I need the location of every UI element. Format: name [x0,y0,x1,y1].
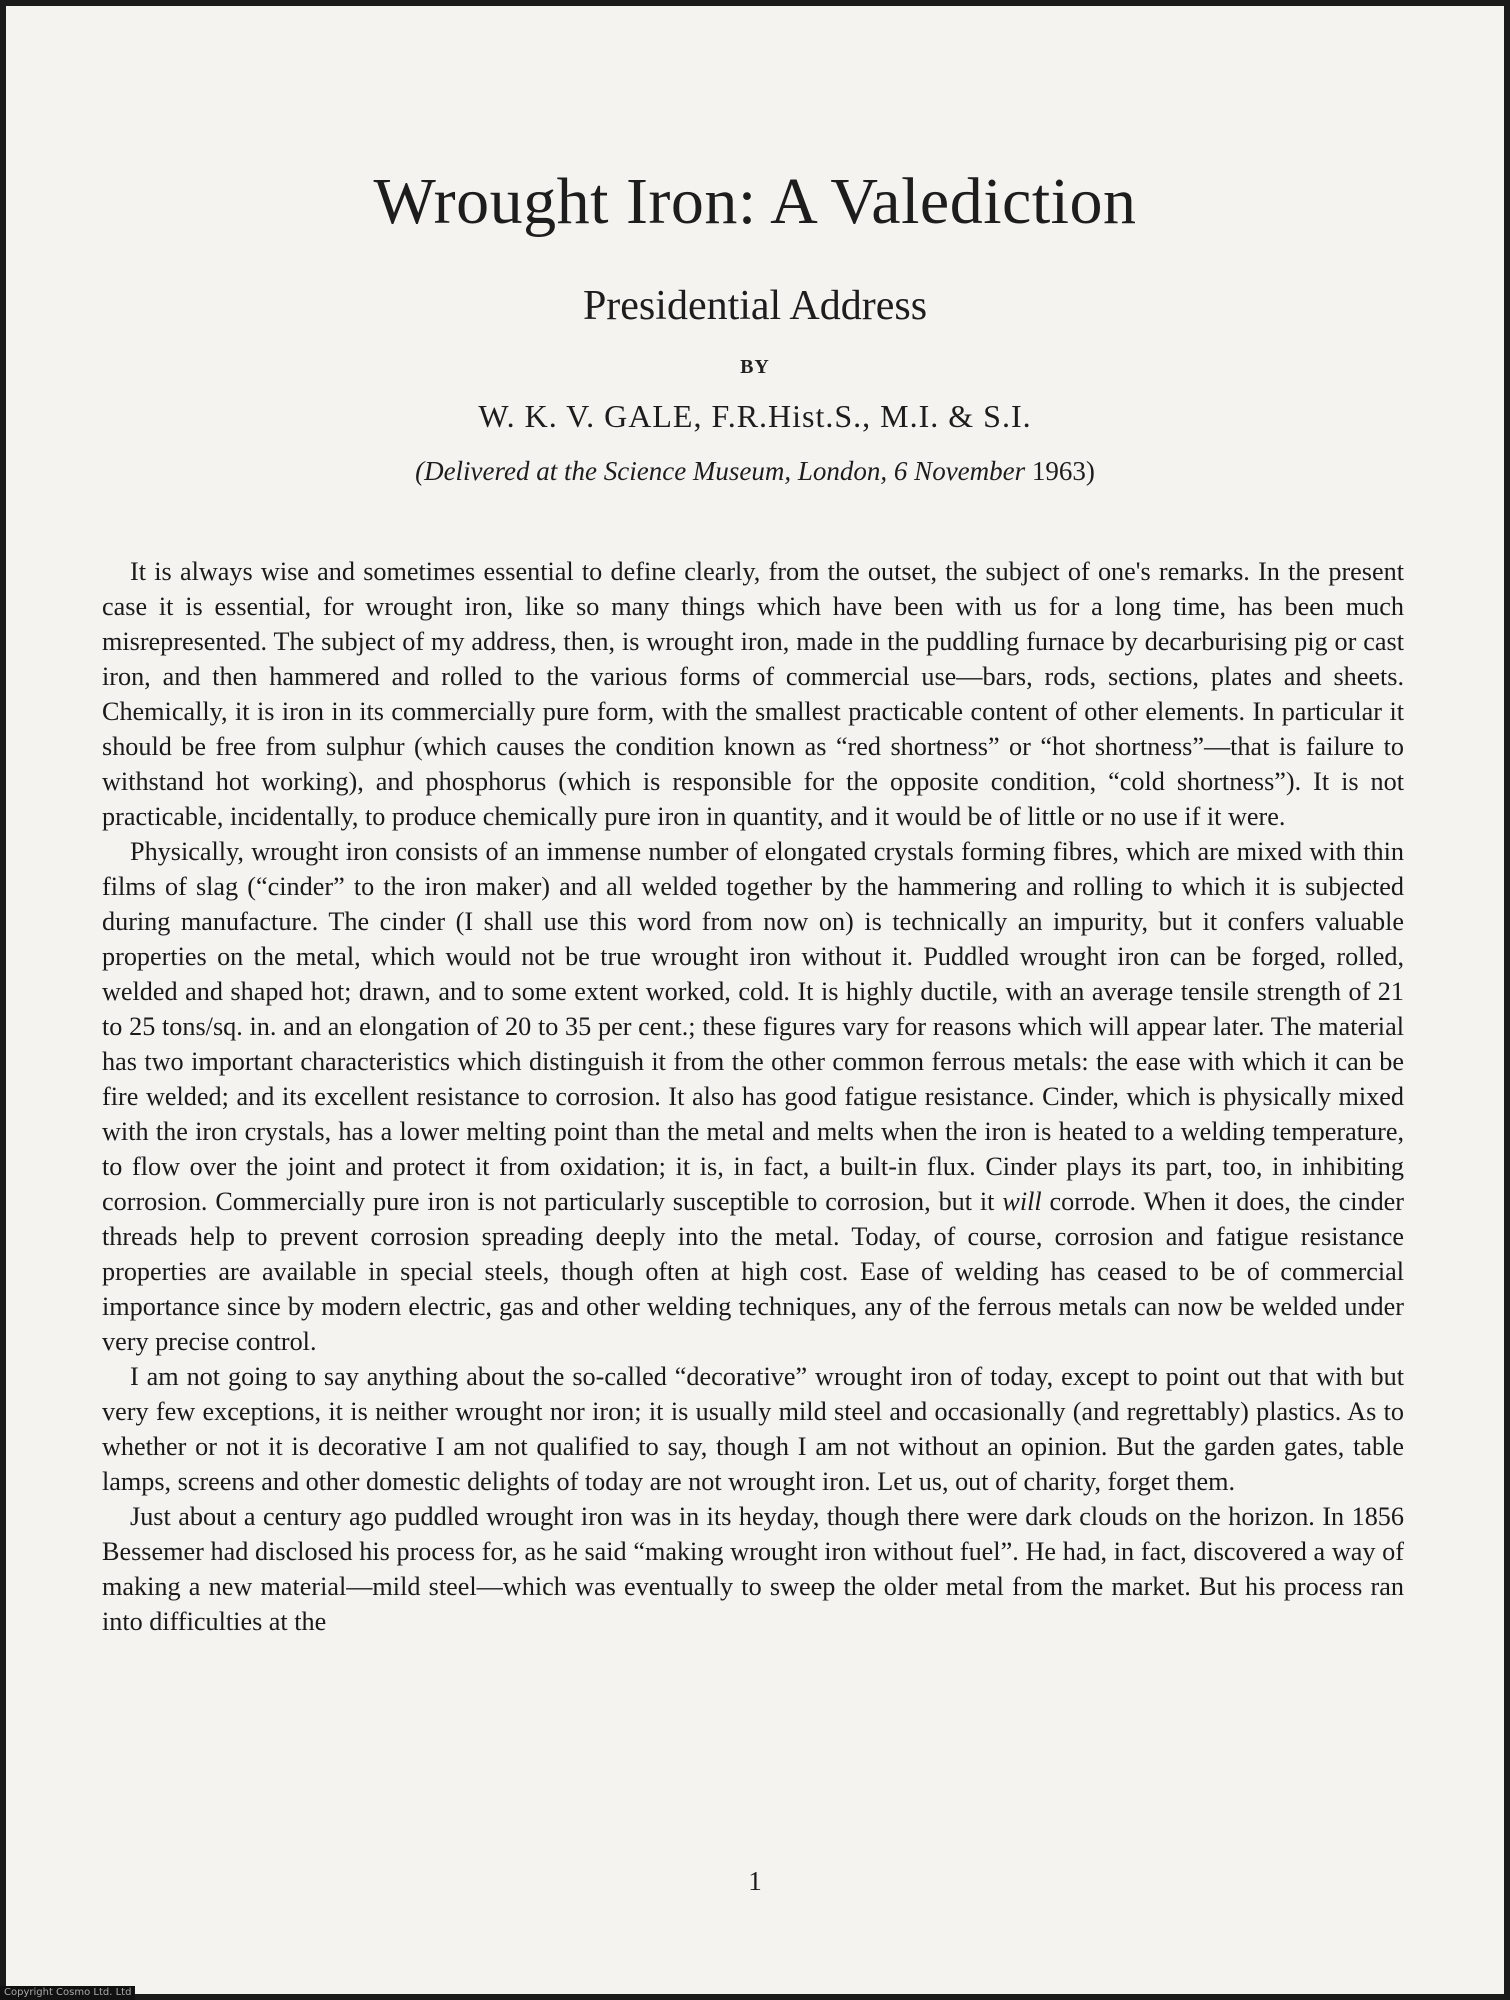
byline-label: BY [740,356,770,378]
journal-page [6,6,1504,1994]
paragraph-2 [102,834,1404,1359]
paragraph-2-emphasis: will [1002,1187,1042,1216]
paragraph-4: Just about a century ago puddled wrought iron was in its heyday, though there were dark clouds on the horizon. In 1856 Bessemer had disclosed his process for, as he said “making wrought iron without fuel”. He had, in fact, discovered a way of making a new material—mild steel—which was eventually to sweep the older metal from the market. But his process ran into difficulties at the [102,1502,1404,1636]
delivery-note-text: (Delivered at the Science Museum, London, 6 November [415,456,1026,486]
author-name: W. K. V. GALE, F.R.Hist.S., M.I. & S.I. [478,398,1032,434]
paragraph-3: I am not going to say anything about the so-called “decorative” wrought iron of today, except to point out that with but very few exceptions, it is neither wrought nor iron; it is usually mild steel and occasionally (and regrettably) plastics. As to whether or not it is decorative I am not qualified to say, though I am not without an opinion. But the garden gates, table lamps, screens and other domestic delights of today are not wrought iron. Let us, out of charity, forget them. [102,1362,1404,1496]
paragraph-2-part-b: corrode. When it does, the cinder threads help to prevent corrosion spreading deeply into the metal. Today, of course, corrosion and fatigue resistance properties are available in special steels, though often at high cost. Ease of welding has ceased to be of commercial importance since by modern electric, gas and other welding techniques, any of the ferrous metals can now be welded under very precise control. [102,1187,1405,1356]
delivery-note-year: 1963) [1031,456,1095,486]
article-body [102,554,1404,1639]
delivery-note [6,456,1504,487]
article-title: Wrought Iron: A Valediction [373,165,1137,238]
page-number: 1 [748,1866,762,1896]
paragraph-2-part-a: Physically, wrought iron consists of an immense number of elongated crystals forming fibres, which are mixed with thin films of slag (“cinder” to the iron maker) and all welded together by the hammering and rolling to which it is subjected during manufacture. The cinder (I shall use this word from now on) is technically an impurity, but it confers valuable properties on the metal, which would not be true wrought iron without it. Puddled wrought iron can be forged, rolled, welded and shaped hot; drawn, and to some extent worked, cold. It is highly ductile, with an average tensile strength of 21 to 25 tons/sq. in. and an elongation of 20 to 35 per cent.; these figures vary for reasons which will appear later. The material has two important characteristics which distinguish it from the other common ferrous metals: the ease with which it can be fire welded; and its excellent resistance to corrosion. It also has good fatigue resistance. Cinder, which is physically mixed with the iron crystals, has a lower melting point than the metal and melts when the iron is heated to a welding temperature, to flow over the joint and protect it from oxidation; it is, in fact, a built-in flux. Cinder plays its part, too, in inhibiting corrosion. Commercially pure iron is not particularly susceptible to corrosion, but it [102,837,1404,1216]
article-subtitle: Presidential Address [582,283,928,329]
paragraph-1: It is always wise and sometimes essential to define clearly, from the outset, the subject of one's remarks. In the present case it is essential, for wrought iron, like so many things which have been with us for a long time, has been much misrepresented. The subject of my address, then, is wrought iron, made in the puddling furnace by decarburising pig or cast iron, and then hammered and rolled to the various forms of commercial use—bars, rods, sections, plates and sheets. Chemically, it is iron in its commercially pure form, with the smallest practicable content of other elements. In particular it should be free from sulphur (which causes the condition known as “red shortness” or “hot shortness”—that is failure to withstand hot working), and phosphorus (which is responsible for the opposite condition, “cold shortness”). It is not practicable, incidentally, to produce chemically pure iron in quantity, and it would be of little or no use if it were. [102,557,1404,831]
copyright-watermark: Copyright Cosmo Ltd. Ltd [0,1986,135,2000]
